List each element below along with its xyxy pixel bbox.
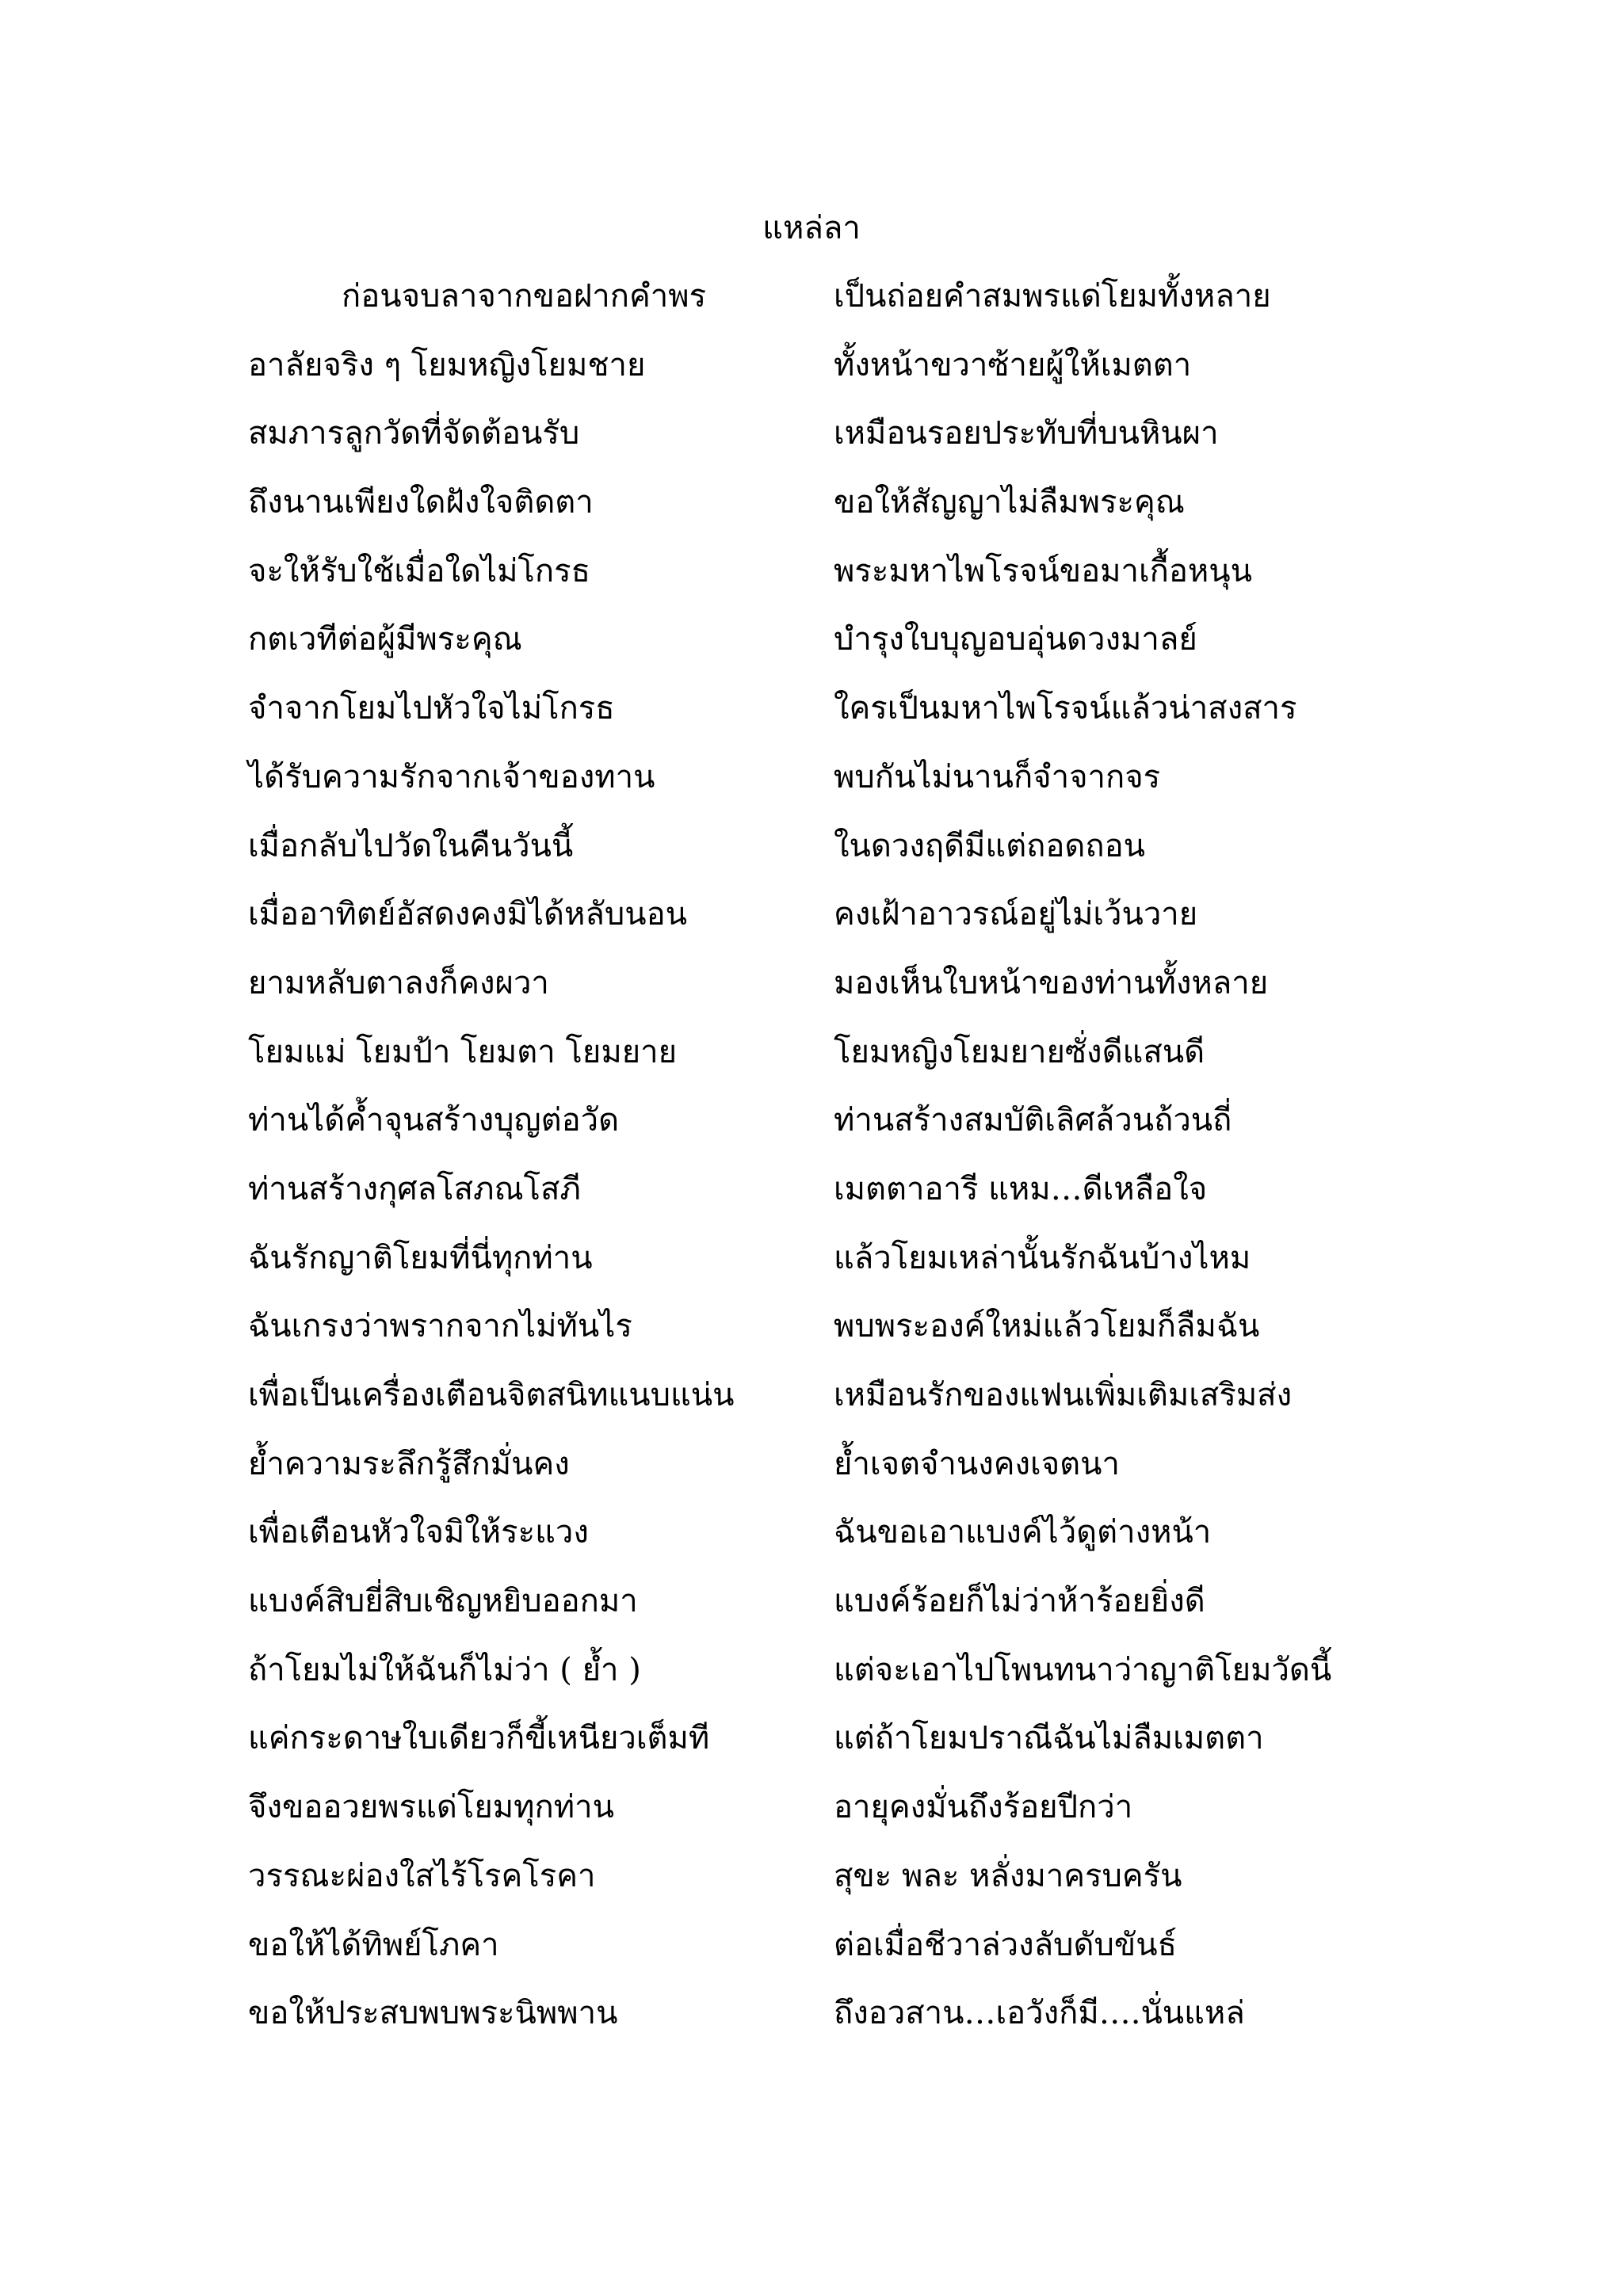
poem-line [248,1787,1397,1855]
poem-line [248,688,1397,757]
poem-line-right: พบพระองค์ใหม่แล้วโยมก็ลืมฉัน [834,1308,1260,1345]
poem-line-right: อายุคงมั่นถึงร้อยปีกว่า [834,1789,1133,1826]
poem-line [248,1581,1397,1650]
poem-line [248,894,1397,963]
poem-line-right: มองเห็นใบหน้าของท่านทั้งหลาย [834,964,1269,1001]
poem-line [248,1650,1397,1718]
poem-line [248,1238,1397,1306]
poem-line-left: แค่กระดาษใบเดียวก็ขี้เหนียวเต็มที [248,1720,710,1757]
poem-line-left: ฉันเกรงว่าพรากจากไม่ทันไร [248,1308,632,1345]
poem-line-right: เป็นถ่อยคำสมพรแด่โยมทั้งหลาย [834,278,1271,315]
poem-line [248,482,1397,551]
poem-line [248,619,1397,688]
poem-line-right: แต่ถ้าโยมปราณีฉันไม่ลืมเมตตา [834,1720,1264,1757]
poem-line-left: โยมแม่ โยมป้า โยมตา โยมยาย [248,1033,678,1070]
poem-line-left: เพื่อเป็นเครื่องเตือนจิตสนิทแนบแน่น [248,1377,735,1413]
poem-line [248,1512,1397,1581]
poem-line [248,551,1397,620]
poem-line-left: ท่านสร้างกุศลโสภณโสภี [248,1170,581,1207]
poem-line [248,1100,1397,1169]
poem-line [248,1993,1397,2061]
poem-line [248,1169,1397,1238]
poem-line-right: เมตตาอารี แหม…ดีเหลือใจ [834,1170,1208,1207]
poem-line-right: ต่อเมื่อชีวาล่วงลับดับขันธ์ [834,1926,1178,1963]
poem-line-left: ขอให้ประสบพบพระนิพพาน [248,1995,618,2032]
poem-line [248,276,1397,345]
poem-line-left: จำจากโยมไปหัวใจไม่โกรธ [248,690,615,727]
poem-line-left: กตเวทีต่อผู้มีพระคุณ [248,621,522,658]
poem-body [248,276,1397,2061]
document-title: แหล่ลา [762,210,861,246]
poem-line-right: ขอให้สัญญาไม่ลืมพระคุณ [834,484,1185,521]
poem-line [248,413,1397,482]
poem-line-right: พบกันไม่นานก็จำจากจร [834,758,1161,795]
poem-line-left: ยามหลับตาลงก็คงผวา [248,964,549,1001]
poem-line-left: ย้ำความระลึกรู้สึกมั่นคง [248,1445,570,1482]
poem-line [248,1306,1397,1375]
poem-line-left: จึงขออวยพรแด่โยมทุกท่าน [248,1789,614,1826]
poem-line [248,1444,1397,1512]
poem-line-right: ใครเป็นมหาไพโรจน์แล้วน่าสงสาร [834,690,1297,727]
poem-line [248,826,1397,894]
poem-line-right: ทั้งหน้าขวาซ้ายผู้ให้เมตตา [834,346,1192,383]
poem-line-right: แบงค์ร้อยก็ไม่ว่าห้าร้อยยิ่งดี [834,1583,1205,1620]
poem-line-left: เมื่ออาทิตย์อัสดงคงมิได้หลับนอน [248,896,688,933]
poem-line [248,1718,1397,1787]
poem-line-right: แต่จะเอาไปโพนทนาว่าญาติโยมวัดนี้ [834,1651,1332,1688]
poem-line-left: เพื่อเตือนหัวใจมิให้ระแวง [248,1514,589,1551]
poem-line [248,963,1397,1032]
poem-line [248,1924,1397,1993]
poem-line-left: ถ้าโยมไม่ให้ฉันก็ไม่ว่า ( ย้ำ ) [248,1651,641,1688]
poem-line-right: เหมือนรอยประทับที่บนหินผา [834,415,1219,452]
poem-line-left: เมื่อกลับไปวัดในคืนวันนี้ [248,827,574,864]
poem-line-right: ฉันขอเอาแบงค์ไว้ดูต่างหน้า [834,1514,1212,1551]
poem-line-right: ย้ำเจตจำนงคงเจตนา [834,1445,1120,1482]
poem-line [248,1375,1397,1444]
poem-line-right: เหมือนรักของแฟนเพิ่มเติมเสริมส่ง [834,1377,1293,1413]
poem-line-right: โยมหญิงโยมยายซั่งดีแสนดี [834,1033,1205,1070]
poem-line-right: พระมหาไพโรจน์ขอมาเกื้อหนุน [834,552,1252,589]
poem-line-left: ขอให้ได้ทิพย์โภคา [248,1926,499,1963]
poem-line-left: จะให้รับใช้เมื่อใดไม่โกรธ [248,552,591,589]
poem-line [248,1855,1397,1924]
poem-line-left: ฉันรักญาติโยมที่นี่ทุกท่าน [248,1239,593,1276]
poem-line [248,757,1397,826]
poem-line [248,1032,1397,1100]
poem-line-left: อาลัยจริง ๆ โยมหญิงโยมชาย [248,346,646,383]
poem-line-left: วรรณะผ่องใสไร้โรคโรคา [248,1857,596,1894]
poem-line-right: ถึงอวสาน…เอวังก็มี….นั่นแหล่ [834,1995,1245,2032]
poem-line-left: แบงค์สิบยี่สิบเชิญหยิบออกมา [248,1583,638,1620]
poem-line-left: สมภารลูกวัดที่จัดต้อนรับ [248,415,580,452]
poem-line-right: แล้วโยมเหล่านั้นรักฉันบ้างไหม [834,1239,1251,1276]
poem-line-left: ท่านได้ค้ำจุนสร้างบุญต่อวัด [248,1102,620,1139]
poem-line [248,345,1397,414]
poem-line-left: ได้รับความรักจากเจ้าของทาน [248,758,655,795]
poem-line-left: ก่อนจบลาจากขอฝากคำพร [342,278,707,315]
poem-line-right: สุขะ พละ หลั่งมาครบครัน [834,1857,1182,1894]
poem-line-right: บำรุงใบบุญอบอุ่นดวงมาลย์ [834,621,1197,658]
poem-line-left: ถึงนานเพียงใดฝังใจติดตา [248,484,594,521]
poem-line-right: คงเฝ้าอาวรณ์อยู่ไม่เว้นวาย [834,896,1198,933]
poem-line-right: ในดวงฤดีมีแต่ถอดถอน [834,827,1145,864]
poem-line-right: ท่านสร้างสมบัติเลิศล้วนถ้วนถี่ [834,1102,1232,1139]
